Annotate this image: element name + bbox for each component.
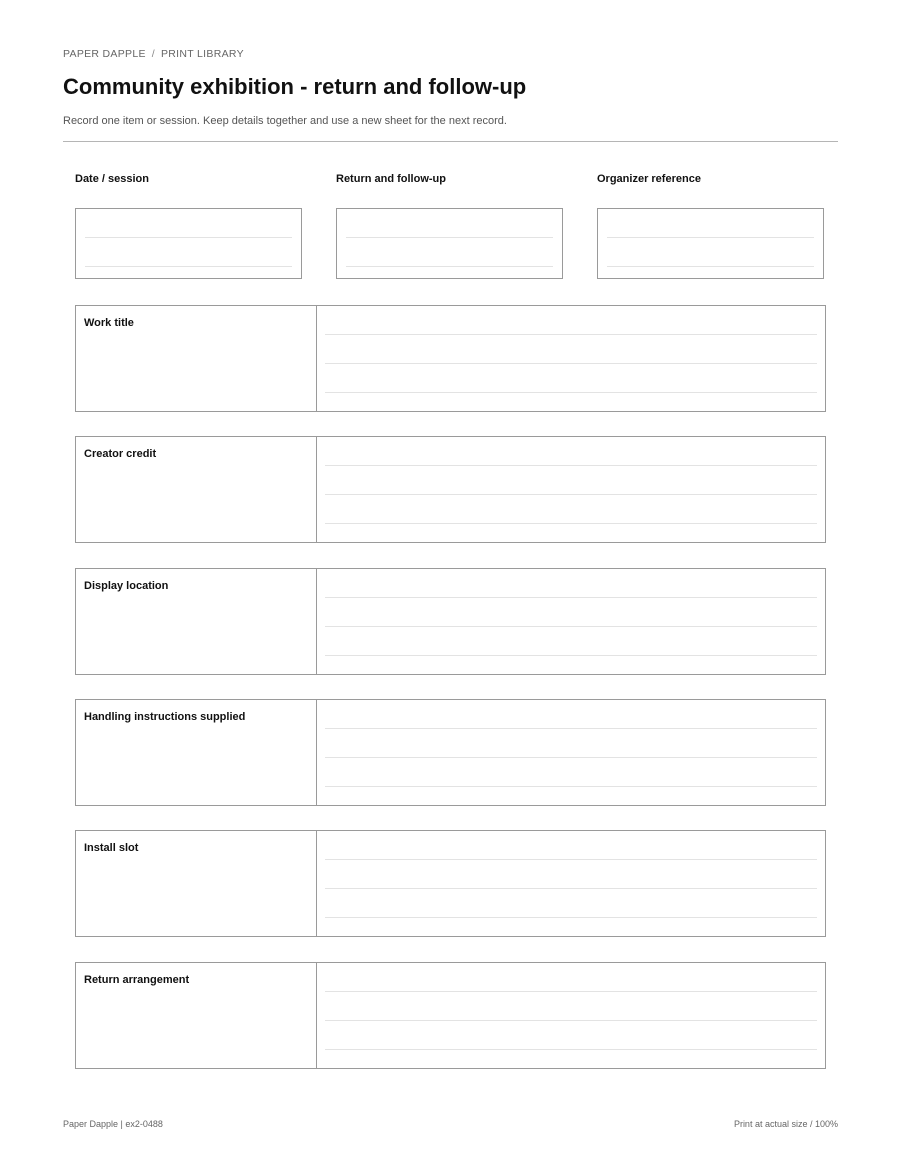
header-divider (63, 141, 838, 142)
writing-line (325, 888, 817, 889)
breadcrumb (63, 48, 244, 60)
handling-instructions-label-cell (76, 700, 317, 805)
work-title-field[interactable] (317, 306, 825, 411)
organizer-reference-field[interactable] (597, 208, 824, 279)
writing-line (325, 392, 817, 393)
breadcrumb-separator: / (151, 48, 155, 60)
writing-line (325, 363, 817, 364)
handling-instructions-field[interactable] (317, 700, 825, 805)
return-arrangement-row (75, 962, 826, 1069)
footer-document-id: Paper Dapple | ex2-0488 (63, 1119, 163, 1129)
organizer-reference-label: Organizer reference (597, 173, 701, 185)
install-slot-row (75, 830, 826, 937)
creator-credit-label-cell (76, 437, 317, 542)
work-title-label: Work title (84, 317, 134, 329)
writing-line (325, 626, 817, 627)
page-title: Community exhibition - return and follow-up (63, 74, 527, 99)
handling-instructions-row (75, 699, 826, 806)
page-subtitle: Record one item or session. Keep details together and use a new sheet for the next record. (63, 115, 507, 127)
display-location-label-cell (76, 569, 317, 674)
display-location-field[interactable] (317, 569, 825, 674)
writing-line (325, 597, 817, 598)
return-arrangement-field[interactable] (317, 963, 825, 1068)
display-location-label: Display location (84, 580, 169, 592)
writing-line (325, 728, 817, 729)
writing-line (85, 237, 292, 238)
install-slot-field[interactable] (317, 831, 825, 936)
writing-line (325, 1020, 817, 1021)
date-session-field[interactable] (75, 208, 302, 279)
writing-line (85, 266, 292, 267)
writing-line (325, 523, 817, 524)
work-title-label-cell (76, 306, 317, 411)
writing-line (325, 786, 817, 787)
creator-credit-field[interactable] (317, 437, 825, 542)
writing-line (325, 465, 817, 466)
writing-line (346, 266, 553, 267)
date-session-label: Date / session (75, 173, 149, 185)
writing-line (325, 757, 817, 758)
writing-line (325, 494, 817, 495)
creator-credit-label: Creator credit (84, 448, 157, 460)
return-follow-up-field[interactable] (336, 208, 563, 279)
return-arrangement-label: Return arrangement (84, 974, 190, 986)
breadcrumb-item-brand: PAPER DAPPLE (63, 48, 146, 60)
writing-line (325, 1049, 817, 1050)
return-follow-up-label: Return and follow-up (336, 173, 446, 185)
writing-line (325, 655, 817, 656)
work-title-row (75, 305, 826, 412)
breadcrumb-item-library: PRINT LIBRARY (161, 48, 244, 60)
writing-line (325, 334, 817, 335)
creator-credit-row (75, 436, 826, 543)
install-slot-label: Install slot (84, 842, 139, 854)
install-slot-label-cell (76, 831, 317, 936)
handling-instructions-label: Handling instructions supplied (84, 711, 246, 723)
writing-line (346, 237, 553, 238)
footer-print-note: Print at actual size / 100% (733, 1119, 838, 1129)
writing-line (325, 859, 817, 860)
writing-line (325, 991, 817, 992)
writing-line (607, 266, 814, 267)
writing-line (607, 237, 814, 238)
return-arrangement-label-cell (76, 963, 317, 1068)
writing-line (325, 917, 817, 918)
display-location-row (75, 568, 826, 675)
